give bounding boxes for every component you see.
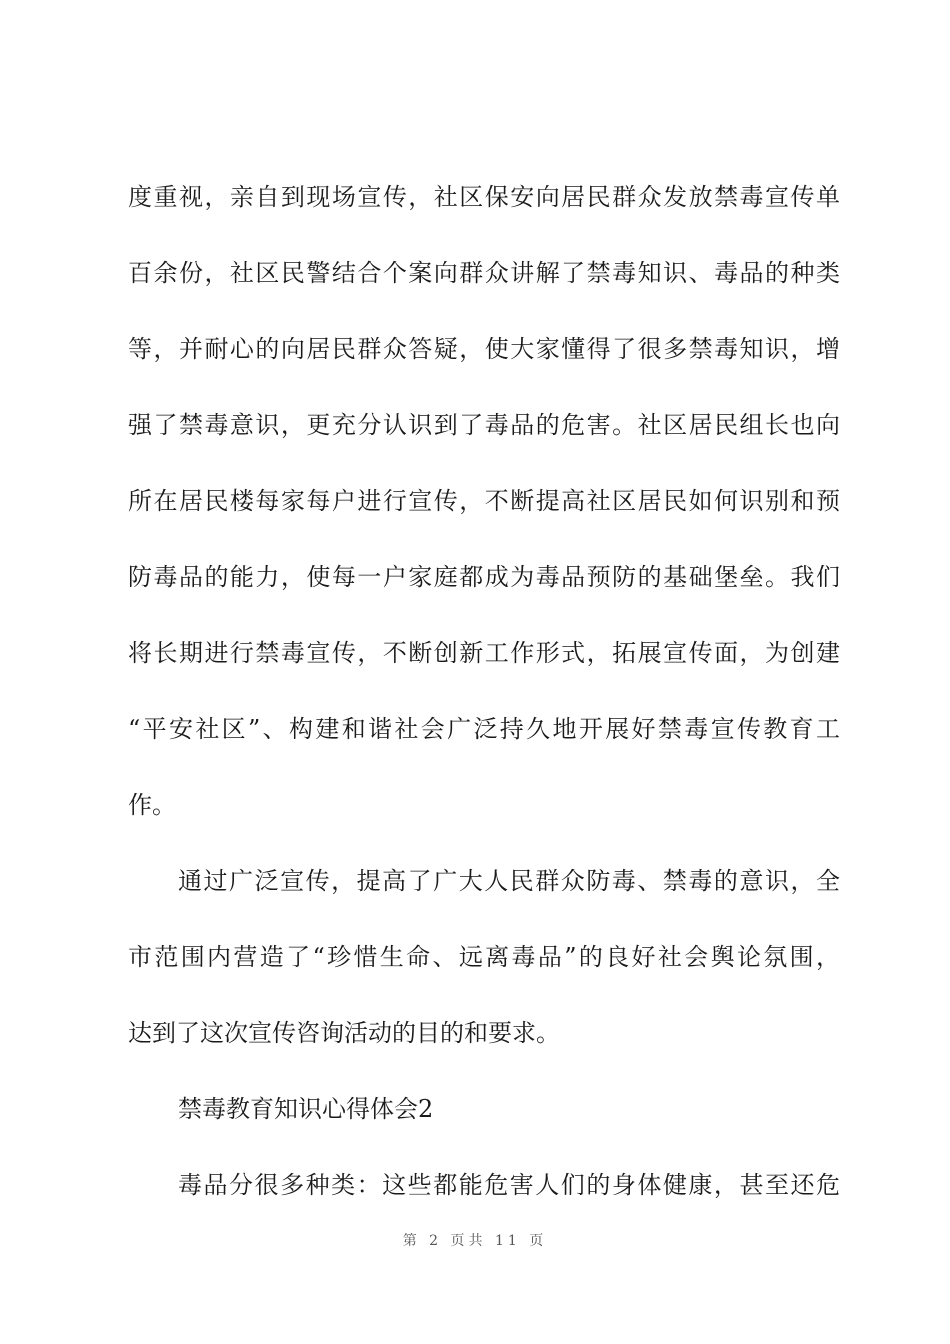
- section-heading: 禁毒教育知识心得体会2: [178, 1095, 434, 1123]
- paragraph-line: 通过广泛宣传，提高了广大人民群众防毒、禁毒的意识，全: [178, 867, 840, 895]
- paragraph-line: 度重视，亲自到现场宣传，社区保安向居民群众发放禁毒宣传单: [128, 183, 840, 211]
- paragraph-line: 作。: [128, 791, 176, 819]
- paragraph-line: 百余份，社区民警结合个案向群众讲解了禁毒知识、毒品的种类: [128, 259, 840, 287]
- paragraph-line: 防毒品的能力，使每一户家庭都成为毒品预防的基础堡垒。我们: [128, 563, 840, 591]
- paragraph-line: 将长期进行禁毒宣传，不断创新工作形式，拓展宣传面，为创建: [128, 639, 840, 667]
- page-number: 第 2 页共 11 页: [402, 1233, 548, 1249]
- paragraph-line: 市范围内营造了“珍惜生命、远离毒品”的良好社会舆论氛围，: [128, 943, 840, 971]
- page-footer: [0, 1230, 950, 1250]
- paragraph-line: 达到了这次宣传咨询活动的目的和要求。: [128, 1019, 560, 1047]
- paragraph-line: 所在居民楼每家每户进行宣传，不断提高社区居民如何识别和预: [128, 487, 840, 515]
- paragraph-line: 强了禁毒意识，更充分认识到了毒品的危害。社区居民组长也向: [128, 411, 840, 439]
- paragraph-line: 毒品分很多种类：这些都能危害人们的身体健康，甚至还危: [178, 1171, 840, 1199]
- paragraph-line: 等，并耐心的向居民群众答疑，使大家懂得了很多禁毒知识，增: [128, 335, 840, 363]
- paragraph-line: “平安社区”、构建和谐社会广泛持久地开展好禁毒宣传教育工: [128, 715, 840, 743]
